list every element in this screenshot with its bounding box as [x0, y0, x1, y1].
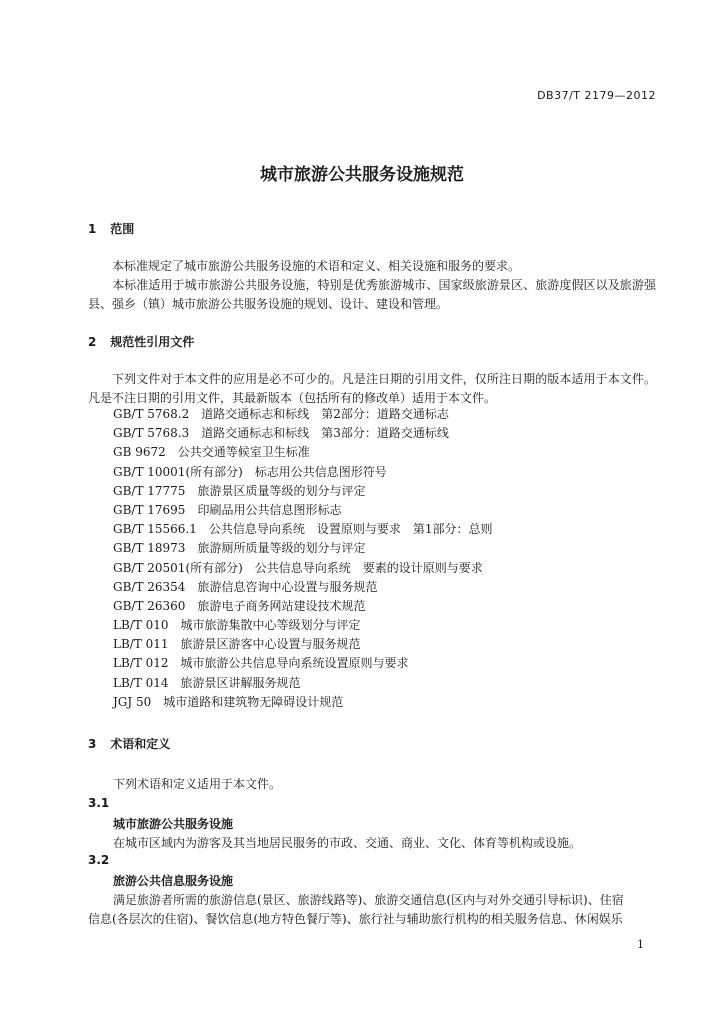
reference-item: LB/T 012 城市旅游公共信息导向系统设置原则与要求	[113, 656, 409, 671]
reference-item: GB/T 5768.3 道路交通标志和标线 第3部分：道路交通标线	[113, 426, 449, 441]
scope-paragraph-1	[88, 257, 656, 276]
reference-item: GB/T 18973 旅游厕所质量等级的划分与评定	[113, 541, 366, 556]
reference-item: JGJ 50 城市道路和建筑物无障碍设计规范	[113, 694, 344, 709]
section-title: 范围	[110, 222, 135, 236]
page-number: 1	[637, 938, 644, 951]
reference-item: GB/T 20501(所有部分) 公共信息导向系统 要素的设计原则与要求	[113, 560, 483, 575]
reference-item: LB/T 014 旅游景区讲解服务规范	[113, 675, 301, 690]
reference-item: GB/T 5768.2 道路交通标志和标线 第2部分：道路交通标志	[113, 407, 449, 421]
paragraph-text: 本标准适用于城市旅游公共服务设施，特别是优秀旅游城市、国家级旅游景区、旅游度假区以及旅游强县、强乡（镇）城市旅游公共服务设施的规划、设计、建设和管理。	[88, 278, 656, 311]
reference-item: GB/T 15566.1 公共信息导向系统 设置原则与要求 第1部分：总则	[113, 522, 493, 537]
term-definition: 信息(各层次的住宿)、餐饮信息(地方特色餐厅等)、旅行社与辅助旅行机构的相关服务信息、休闲娱乐	[88, 912, 623, 926]
section-number: 2	[88, 335, 97, 349]
reference-item: LB/T 011 旅游景区游客中心设置与服务规范	[113, 637, 361, 652]
section-title: 术语和定义	[110, 737, 171, 751]
references-intro	[88, 370, 656, 408]
reference-item: GB/T 26360 旅游电子商务网站建设技术规范	[113, 598, 366, 613]
reference-item: LB/T 010 城市旅游集散中心等级划分与评定	[113, 618, 361, 633]
section-heading-scope	[88, 220, 134, 237]
section-heading-terms	[88, 735, 170, 752]
term-definition: 满足旅游者所需的旅游信息(景区、旅游线路等)、旅游交通信息(区内与对外交通引导标识)、住宿	[113, 893, 624, 907]
term-definition: 在城市区域内为游客及其当地居民服务的市政、交通、商业、文化、体育等机构或设施。	[113, 836, 582, 850]
reference-item: GB/T 26354 旅游信息咨询中心设置与服务规范	[113, 579, 378, 594]
paragraph-text: 本标准规定了城市旅游公共服务设施的术语和定义、相关设施和服务的要求。	[112, 259, 521, 273]
section-number: 1	[88, 222, 97, 236]
reference-list	[113, 405, 493, 712]
term-number: 3.2	[88, 853, 110, 867]
reference-item: GB/T 10001(所有部分) 标志用公共信息图形符号	[113, 464, 387, 479]
standard-code: DB37/T 2179—2012	[537, 89, 656, 102]
section-heading-references	[88, 333, 194, 350]
reference-item: GB/T 17695 印刷品用公共信息图形标志	[113, 502, 342, 517]
page-title: 城市旅游公共服务设施规范	[260, 165, 464, 185]
section-title: 规范性引用文件	[110, 335, 195, 349]
terms-intro: 下列术语和定义适用于本文件。	[113, 777, 282, 791]
paragraph-text: 下列文件对于本文件的应用是必不可少的。凡是注日期的引用文件，仅所注日期的版本适用于本文件。凡是不注日期的引用文件，其最新版本（包括所有的修改单）适用于本文件。	[88, 372, 656, 405]
reference-item: GB/T 17775 旅游景区质量等级的划分与评定	[113, 483, 366, 498]
term-title: 旅游公共信息服务设施	[113, 874, 234, 888]
reference-item: GB 9672 公共交通等候室卫生标准	[113, 445, 310, 460]
scope-paragraph-2	[88, 276, 656, 314]
term-title: 城市旅游公共服务设施	[113, 817, 234, 831]
section-number: 3	[88, 737, 97, 751]
term-number: 3.1	[88, 796, 110, 810]
